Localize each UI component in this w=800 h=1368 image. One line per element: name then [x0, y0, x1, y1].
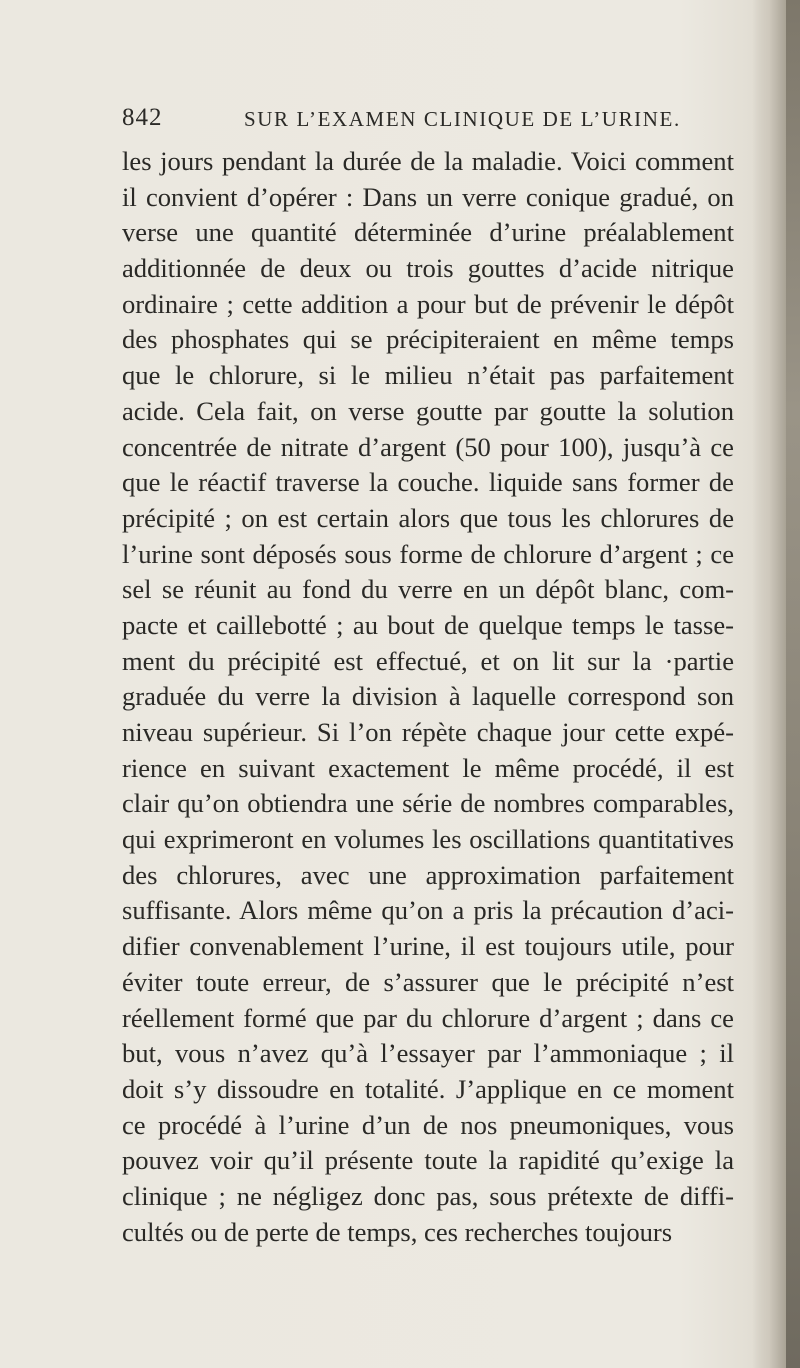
text-line: concentrée de nitrate d’argent (50 pour 100), jusqu’à ce [122, 431, 734, 462]
text-line: que le réactif traverse la couche. liquide sans former de [122, 467, 734, 498]
text-line: précipité ; on est certain alors que tous les chlorures de [122, 502, 734, 533]
text-line: ce procédé à l’urine d’un de nos pneumoniques, vous [122, 1109, 734, 1140]
text-line: doit s’y dissoudre en totalité. J’applique en ce moment [122, 1073, 734, 1104]
text-line: il convient d’opérer : Dans un verre conique gradué, on [122, 181, 734, 212]
text-line: cultés ou de perte de temps, ces recherches toujours [122, 1216, 673, 1247]
text-line: difier convenablement l’urine, il est toujours utile, pour [122, 931, 734, 962]
text-line: but, vous n’avez qu’à l’essayer par l’ammoniaque ; il [122, 1038, 734, 1069]
text-line: sel se réunit au fond du verre en un dépôt blanc, com- [122, 574, 734, 605]
text-line: qui exprimeront en volumes les oscillations quantitatives [122, 824, 734, 855]
text-line: clinique ; ne négligez donc pas, sous prétexte de diffi- [122, 1180, 734, 1211]
text-line: des chlorures, avec une approximation parfaitement [122, 859, 734, 890]
text-line: ordinaire ; cette addition a pour but de prévenir le dépôt [122, 288, 734, 319]
text-line: suffisante. Alors même qu’on a pris la précaution d’aci- [122, 895, 734, 926]
text-line: ment du précipité est effectué, et on lit sur la ·partie [122, 645, 734, 676]
page-header [122, 104, 742, 140]
text-line: pacte et caillebotté ; au bout de quelque temps le tasse- [122, 609, 734, 640]
text-line: l’urine sont déposés sous forme de chlorure d’argent ; ce [122, 538, 734, 569]
running-head: SUR L’EXAMEN CLINIQUE DE L’URINE. [244, 107, 681, 131]
text-line: acide. Cela fait, on verse goutte par goutte la solution [122, 395, 734, 426]
text-line: rience en suivant exactement le même procédé, il est [122, 752, 734, 783]
text-line: niveau supérieur. Si l’on répète chaque jour cette expé- [122, 717, 734, 747]
text-line: verse une quantité déterminée d’urine préalablement [122, 217, 734, 248]
text-line: des phosphates qui se précipiteraient en même temps [122, 324, 734, 355]
text-line: que le chlorure, si le milieu n’était pas parfaitement [122, 360, 734, 391]
text-line: graduée du verre la division à laquelle correspond son [122, 681, 734, 712]
text-line: additionnée de deux ou trois gouttes d’acide nitrique [122, 253, 734, 284]
text-line: éviter toute erreur, de s’assurer que le précipité n’est [122, 966, 734, 997]
page-number: 842 [122, 104, 163, 131]
text-line: les jours pendant la durée de la maladie. Voici comment [122, 146, 734, 176]
text-line: pouvez voir qu’il présente toute la rapidité qu’exige la [122, 1145, 734, 1176]
binding-edge [786, 0, 800, 1368]
text-line: réellement formé que par du chlorure d’argent ; dans ce [122, 1002, 734, 1033]
text-line: clair qu’on obtiendra une série de nombres comparables, [122, 788, 734, 819]
body-text [122, 144, 734, 1250]
